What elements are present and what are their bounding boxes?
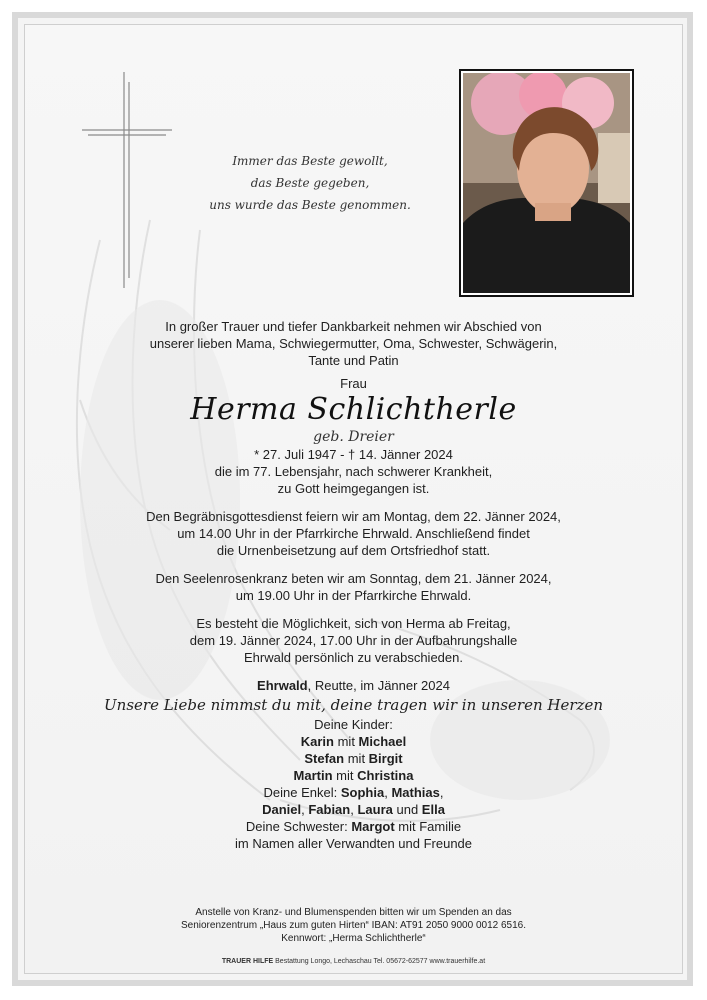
passing-line: zu Gott heimgegangen ist.	[277, 481, 430, 496]
intro-line: In großer Trauer und tiefer Dankbarkeit nehmen wir Abschied von	[165, 319, 542, 334]
donation-line: Anstelle von Kranz- und Blumenspenden bitten wir um Spenden an das	[195, 907, 512, 918]
sister-label: Deine Schwester:	[245, 819, 352, 834]
donation-line: Seniorenzentrum „Haus zum guten Hirten“ IBAN: AT91 2050 9000 0012 6516.	[180, 920, 527, 931]
family-list	[60, 716, 647, 852]
partner-name: Birgit	[368, 751, 403, 766]
separator: ,	[439, 785, 444, 800]
child-name: Stefan	[304, 751, 345, 766]
grandchild-name: Mathias	[391, 785, 440, 800]
motto-line: das Beste gegeben,	[250, 176, 370, 190]
motto-line: Immer das Beste gewollt,	[232, 154, 388, 168]
grandchild-name: Fabian	[308, 802, 351, 817]
grandchild-name: Daniel	[262, 802, 302, 817]
rosary-line: Den Seelenrosenkranz beten wir am Sonntag, dem 21. Jänner 2024,	[155, 571, 552, 586]
farewell-line: dem 19. Jänner 2024, 17.00 Uhr in der Aufbahrungshalle	[189, 633, 518, 648]
passing-line: die im 77. Lebensjahr, nach schwerer Krankheit,	[214, 464, 493, 479]
child-name: Karin	[300, 734, 334, 749]
deceased-name: Herma Schlichtherle	[190, 392, 517, 427]
obituary-body	[60, 318, 647, 852]
separator: ,	[350, 802, 358, 817]
farewell-text	[60, 615, 647, 666]
grandchild-name: Ella	[421, 802, 445, 817]
sister-row	[60, 818, 647, 835]
grandchild-name: Sophia	[340, 785, 385, 800]
rosary-text	[60, 570, 647, 604]
funeral-text	[60, 508, 647, 559]
footer-text: Bestattung Longo, Lechaschau Tel. 05672-62577 www.trauerhilfe.at	[273, 958, 486, 965]
children-label: Deine Kinder:	[314, 717, 393, 732]
connector: mit	[333, 734, 359, 749]
separator: ,	[301, 802, 309, 817]
place-date	[60, 677, 647, 694]
love-line: Unsere Liebe nimmst du mit, deine tragen wir in unseren Herzen	[104, 696, 603, 714]
rosary-line: um 19.00 Uhr in der Pfarrkirche Ehrwald.	[235, 588, 472, 603]
child-row	[60, 767, 647, 784]
life-dates: * 27. Juli 1947 - † 14. Jänner 2024	[254, 447, 453, 462]
donation-note	[60, 906, 647, 945]
funeral-line: die Urnenbeisetzung auf dem Ortsfriedhof statt.	[216, 543, 491, 558]
partner-name: Christina	[357, 768, 414, 783]
footer-brand: TRAUER HILFE	[221, 958, 274, 965]
connector: mit	[344, 751, 369, 766]
place-date-rest: , Reutte, im Jänner 2024	[307, 678, 450, 693]
child-row	[60, 750, 647, 767]
funeral-line: um 14.00 Uhr in der Pfarrkirche Ehrwald. Anschließend findet	[177, 526, 530, 541]
grandchildren-row	[60, 784, 647, 801]
farewell-line: Ehrwald persönlich zu verabschieden.	[244, 650, 463, 665]
salutation: Frau	[340, 376, 367, 391]
child-row	[60, 733, 647, 750]
cross-icon	[82, 72, 172, 288]
separator: und	[392, 802, 422, 817]
grandchild-name: Laura	[357, 802, 393, 817]
intro-line: unserer lieben Mama, Schwiegermutter, Oma, Schwester, Schwägerin,	[149, 336, 558, 351]
separator: ,	[384, 785, 392, 800]
motto-line: uns wurde das Beste genommen.	[209, 198, 411, 212]
sister-rest: mit Familie	[394, 819, 462, 834]
farewell-line: Es besteht die Möglichkeit, sich von Herma ab Freitag,	[196, 616, 511, 631]
motto	[200, 150, 420, 216]
passing-text	[60, 463, 647, 497]
grandchildren-row	[60, 801, 647, 818]
intro-text	[60, 318, 647, 369]
partner-name: Michael	[358, 734, 407, 749]
sister-name: Margot	[351, 819, 395, 834]
intro-line: Tante und Patin	[308, 353, 399, 368]
donation-line: Kennwort: „Herma Schlichtherle“	[281, 933, 426, 944]
grandchildren-label: Deine Enkel:	[263, 785, 341, 800]
footer	[60, 957, 647, 967]
child-name: Martin	[293, 768, 333, 783]
portrait-photo	[459, 69, 634, 297]
maiden-name: geb. Dreier	[313, 429, 394, 445]
closing-line: im Namen aller Verwandten und Freunde	[234, 836, 473, 851]
place-name: Ehrwald	[257, 678, 308, 693]
connector: mit	[332, 768, 358, 783]
funeral-line: Den Begräbnisgottesdienst feiern wir am Montag, dem 22. Jänner 2024,	[146, 509, 561, 524]
